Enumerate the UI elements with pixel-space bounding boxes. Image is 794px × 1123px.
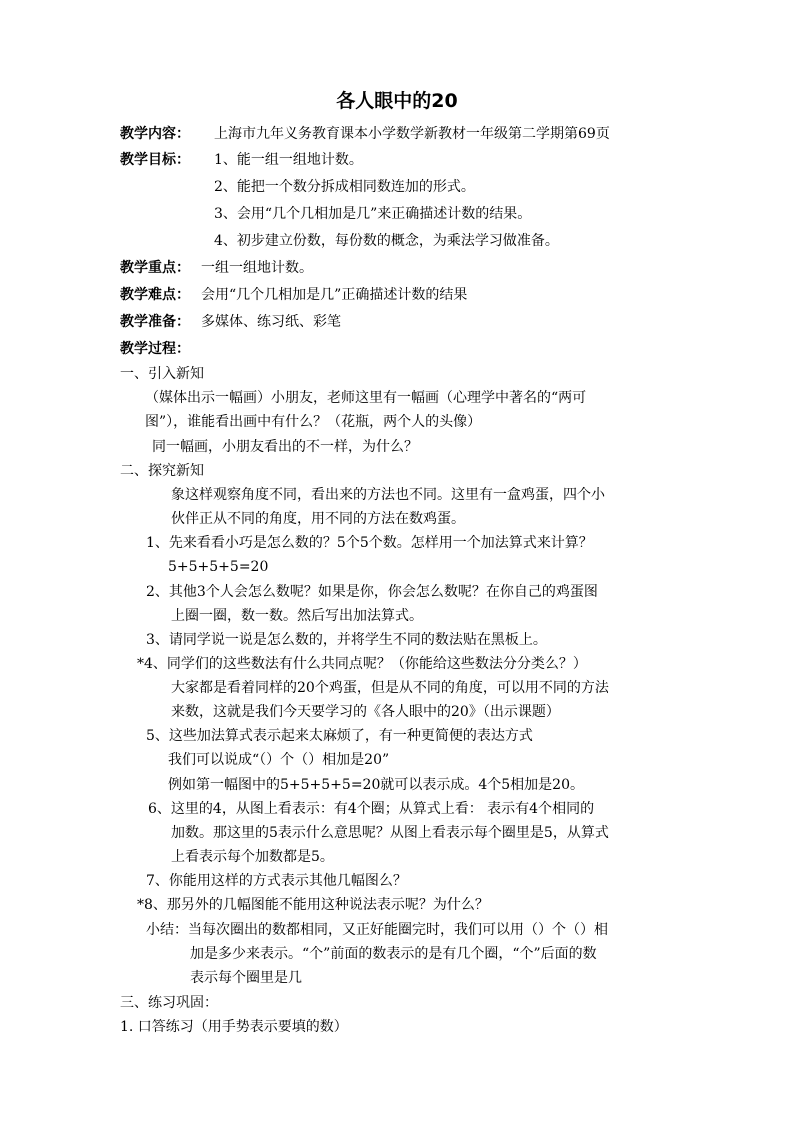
goals-label: 教学目标： — [120, 152, 190, 168]
equation: 5+5+5+5=20 — [168, 559, 269, 575]
paragraph-line: 我们可以说成“（）个（）相加是20” — [168, 752, 390, 768]
paragraph-line: 图”），谁能看出画中有什么？（花瓶，两个人的头像） — [145, 414, 482, 430]
list-item: *4、同学们的这些数法有什么共同点呢？（你能给这些数法分分类么？） — [137, 656, 587, 672]
focus-label: 教学重点： — [120, 260, 190, 276]
goal-item: 4、初步建立份数，每份数的概念，为乘法学习做准备。 — [214, 233, 559, 249]
section-heading: 一、引入新知 — [120, 366, 204, 382]
list-item: 3、请同学说一说是怎么数的，并将学生不同的数法贴在黑板上。 — [146, 632, 547, 648]
section-heading: 二、探究新知 — [120, 463, 204, 479]
section-heading: 三、练习巩固： — [120, 995, 218, 1011]
paragraph-line: 加数。那这里的5表示什么意思呢？从图上看表示每个圈里是5，从算式 — [171, 825, 609, 841]
goal-item: 1、能一组一组地计数。 — [214, 152, 363, 168]
page-title: 各人眼中的20 — [336, 90, 458, 112]
list-item: 5、这些加法算式表示起来太麻烦了，有一种更简便的表达方式 — [146, 728, 533, 744]
goal-item: 2、能把一个数分拆成相同数连加的形式。 — [214, 179, 475, 195]
goal-item: 3、会用“几个几相加是几”来正确描述计数的结果。 — [214, 206, 532, 222]
summary-line: 表示每个圈里是几 — [190, 970, 302, 986]
content-label: 教学内容： — [120, 126, 190, 142]
focus-value: 一组一组地计数。 — [201, 260, 313, 276]
paragraph-line: （媒体出示一幅画）小朋友，老师这里有一幅画（心理学中著名的“两可 — [145, 390, 587, 406]
content-value: 上海市九年义务教育课本小学数学新教材一年级第二学期第69页 — [214, 126, 610, 142]
difficulty-label: 教学难点： — [120, 287, 190, 303]
paragraph-line: 同一幅画，小朋友看出的不一样，为什么？ — [152, 439, 418, 455]
paragraph-line: 上圈一圈，数一数。然后写出加法算式。 — [171, 608, 423, 624]
paragraph-line: 上看表示每个加数都是5。 — [171, 849, 334, 865]
list-item: 2、其他3个人会怎么数呢？如果是你，你会怎么数呢？在你自己的鸡蛋图 — [146, 584, 598, 600]
list-item: 1、先来看看小巧是怎么数的？5个5个数。怎样用一个加法算式来计算？ — [146, 535, 593, 551]
paragraph-line: 例如第一幅图中的5+5+5+5=20就可以表示成。4个5相加是20。 — [168, 777, 584, 793]
exercise-line: 1. 口答练习（用手势表示要填的数） — [120, 1019, 348, 1035]
list-item: *8、那另外的几幅图能不能用这种说法表示呢？为什么？ — [137, 897, 489, 913]
paragraph-line: 伙伴正从不同的角度，用不同的方法在数鸡蛋。 — [171, 511, 465, 527]
list-item: 6、这里的4，从图上看表示：有4个圈；从算式上看： 表示有4个相同的 — [148, 801, 595, 817]
process-label: 教学过程： — [120, 341, 190, 357]
difficulty-value: 会用“几个几相加是几”正确描述计数的结果 — [201, 287, 468, 303]
paragraph-line: 来数，这就是我们今天要学习的《各人眼中的20》（出示课题） — [171, 704, 560, 720]
prep-value: 多媒体、练习纸、彩笔 — [201, 314, 341, 330]
list-item: 7、你能用这样的方式表示其他几幅图么？ — [146, 873, 407, 889]
prep-label: 教学准备： — [120, 314, 190, 330]
paragraph-line: 象这样观察角度不同，看出来的方法也不同。这里有一盒鸡蛋，四个小 — [171, 487, 605, 503]
paragraph-line: 大家都是看着同样的20个鸡蛋，但是从不同的角度，可以用不同的方法 — [171, 680, 609, 696]
summary-line: 小结：当每次圈出的数都相同，又正好能圈完时，我们可以用（）个（）相 — [146, 922, 608, 938]
summary-line: 加是多少来表示。“个”前面的数表示的是有几个圈，“个”后面的数 — [190, 946, 597, 962]
